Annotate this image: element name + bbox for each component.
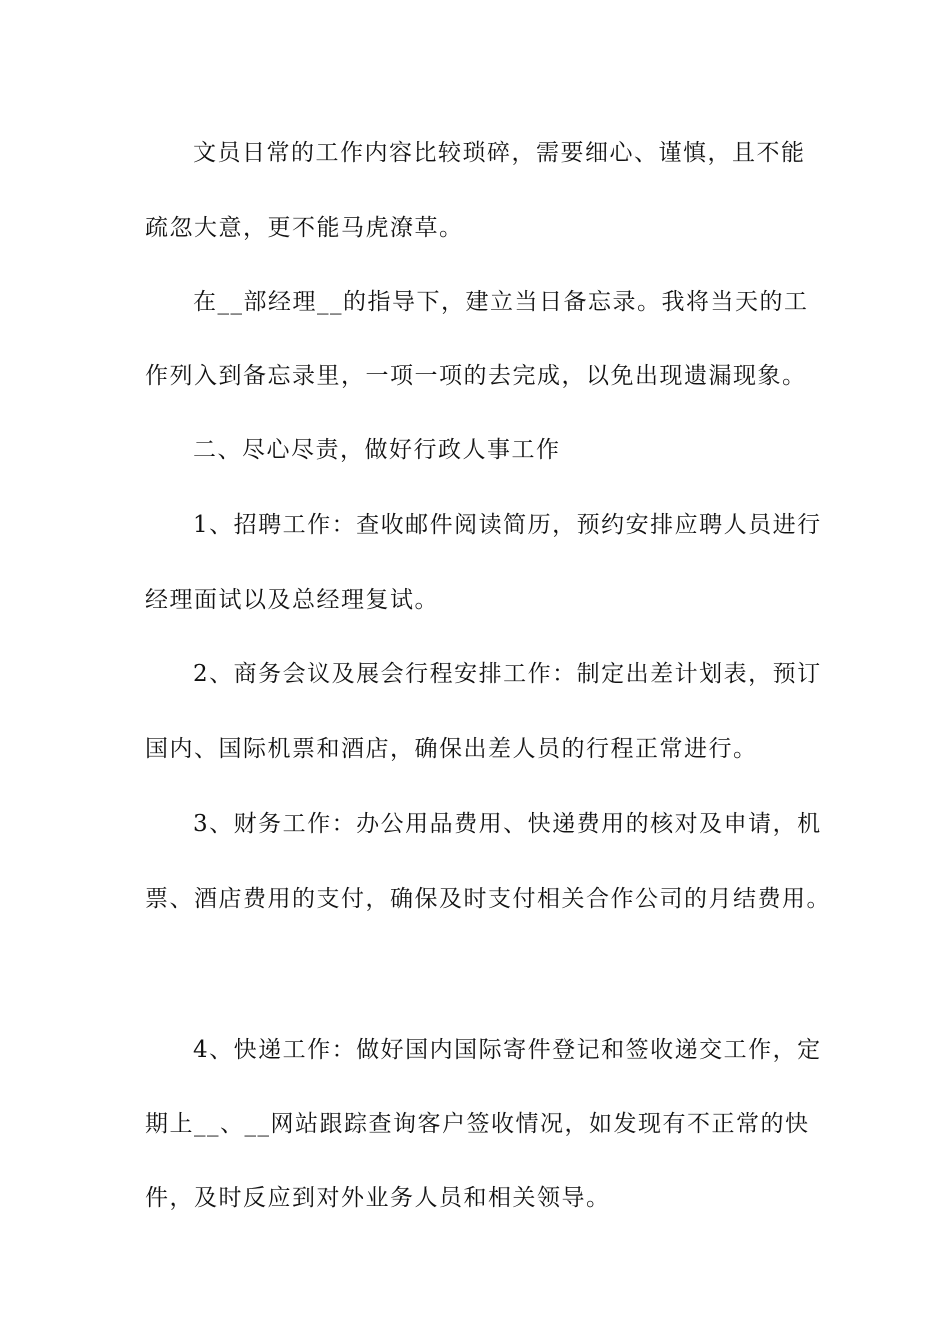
paragraph-line: 2、商务会议及展会行程安排工作：制定出差计划表，预订 bbox=[193, 661, 822, 687]
paragraph-line: 1、招聘工作：查收邮件阅读简历，预约安排应聘人员进行 bbox=[193, 512, 822, 538]
paragraph-line: 3、财务工作：办公用品费用、快递费用的核对及申请，机 bbox=[193, 811, 822, 837]
paragraph-line: 票、酒店费用的支付，确保及时支付相关合作公司的月结费用。 bbox=[145, 886, 831, 912]
paragraph-line: 经理面试以及总经理复试。 bbox=[145, 587, 439, 613]
paragraph-line: 疏忽大意，更不能马虎潦草。 bbox=[145, 215, 464, 241]
paragraph-line: 文员日常的工作内容比较琐碎，需要细心、谨慎，且不能 bbox=[193, 140, 806, 166]
paragraph-line: 国内、国际机票和酒店，确保出差人员的行程正常进行。 bbox=[145, 736, 758, 762]
paragraph-line: 作列入到备忘录里，一项一项的去完成，以免出现遗漏现象。 bbox=[145, 363, 807, 389]
section-heading: 二、尽心尽责，做好行政人事工作 bbox=[193, 437, 561, 463]
paragraph-line: 件，及时反应到对外业务人员和相关领导。 bbox=[145, 1185, 611, 1211]
paragraph-line: 期上__、__网站跟踪查询客户签收情况，如发现有不正常的快 bbox=[145, 1111, 810, 1137]
paragraph-line: 4、快递工作：做好国内国际寄件登记和签收递交工作，定 bbox=[193, 1037, 822, 1063]
paragraph-line: 在__部经理__的指导下，建立当日备忘录。我将当天的工 bbox=[193, 289, 809, 315]
